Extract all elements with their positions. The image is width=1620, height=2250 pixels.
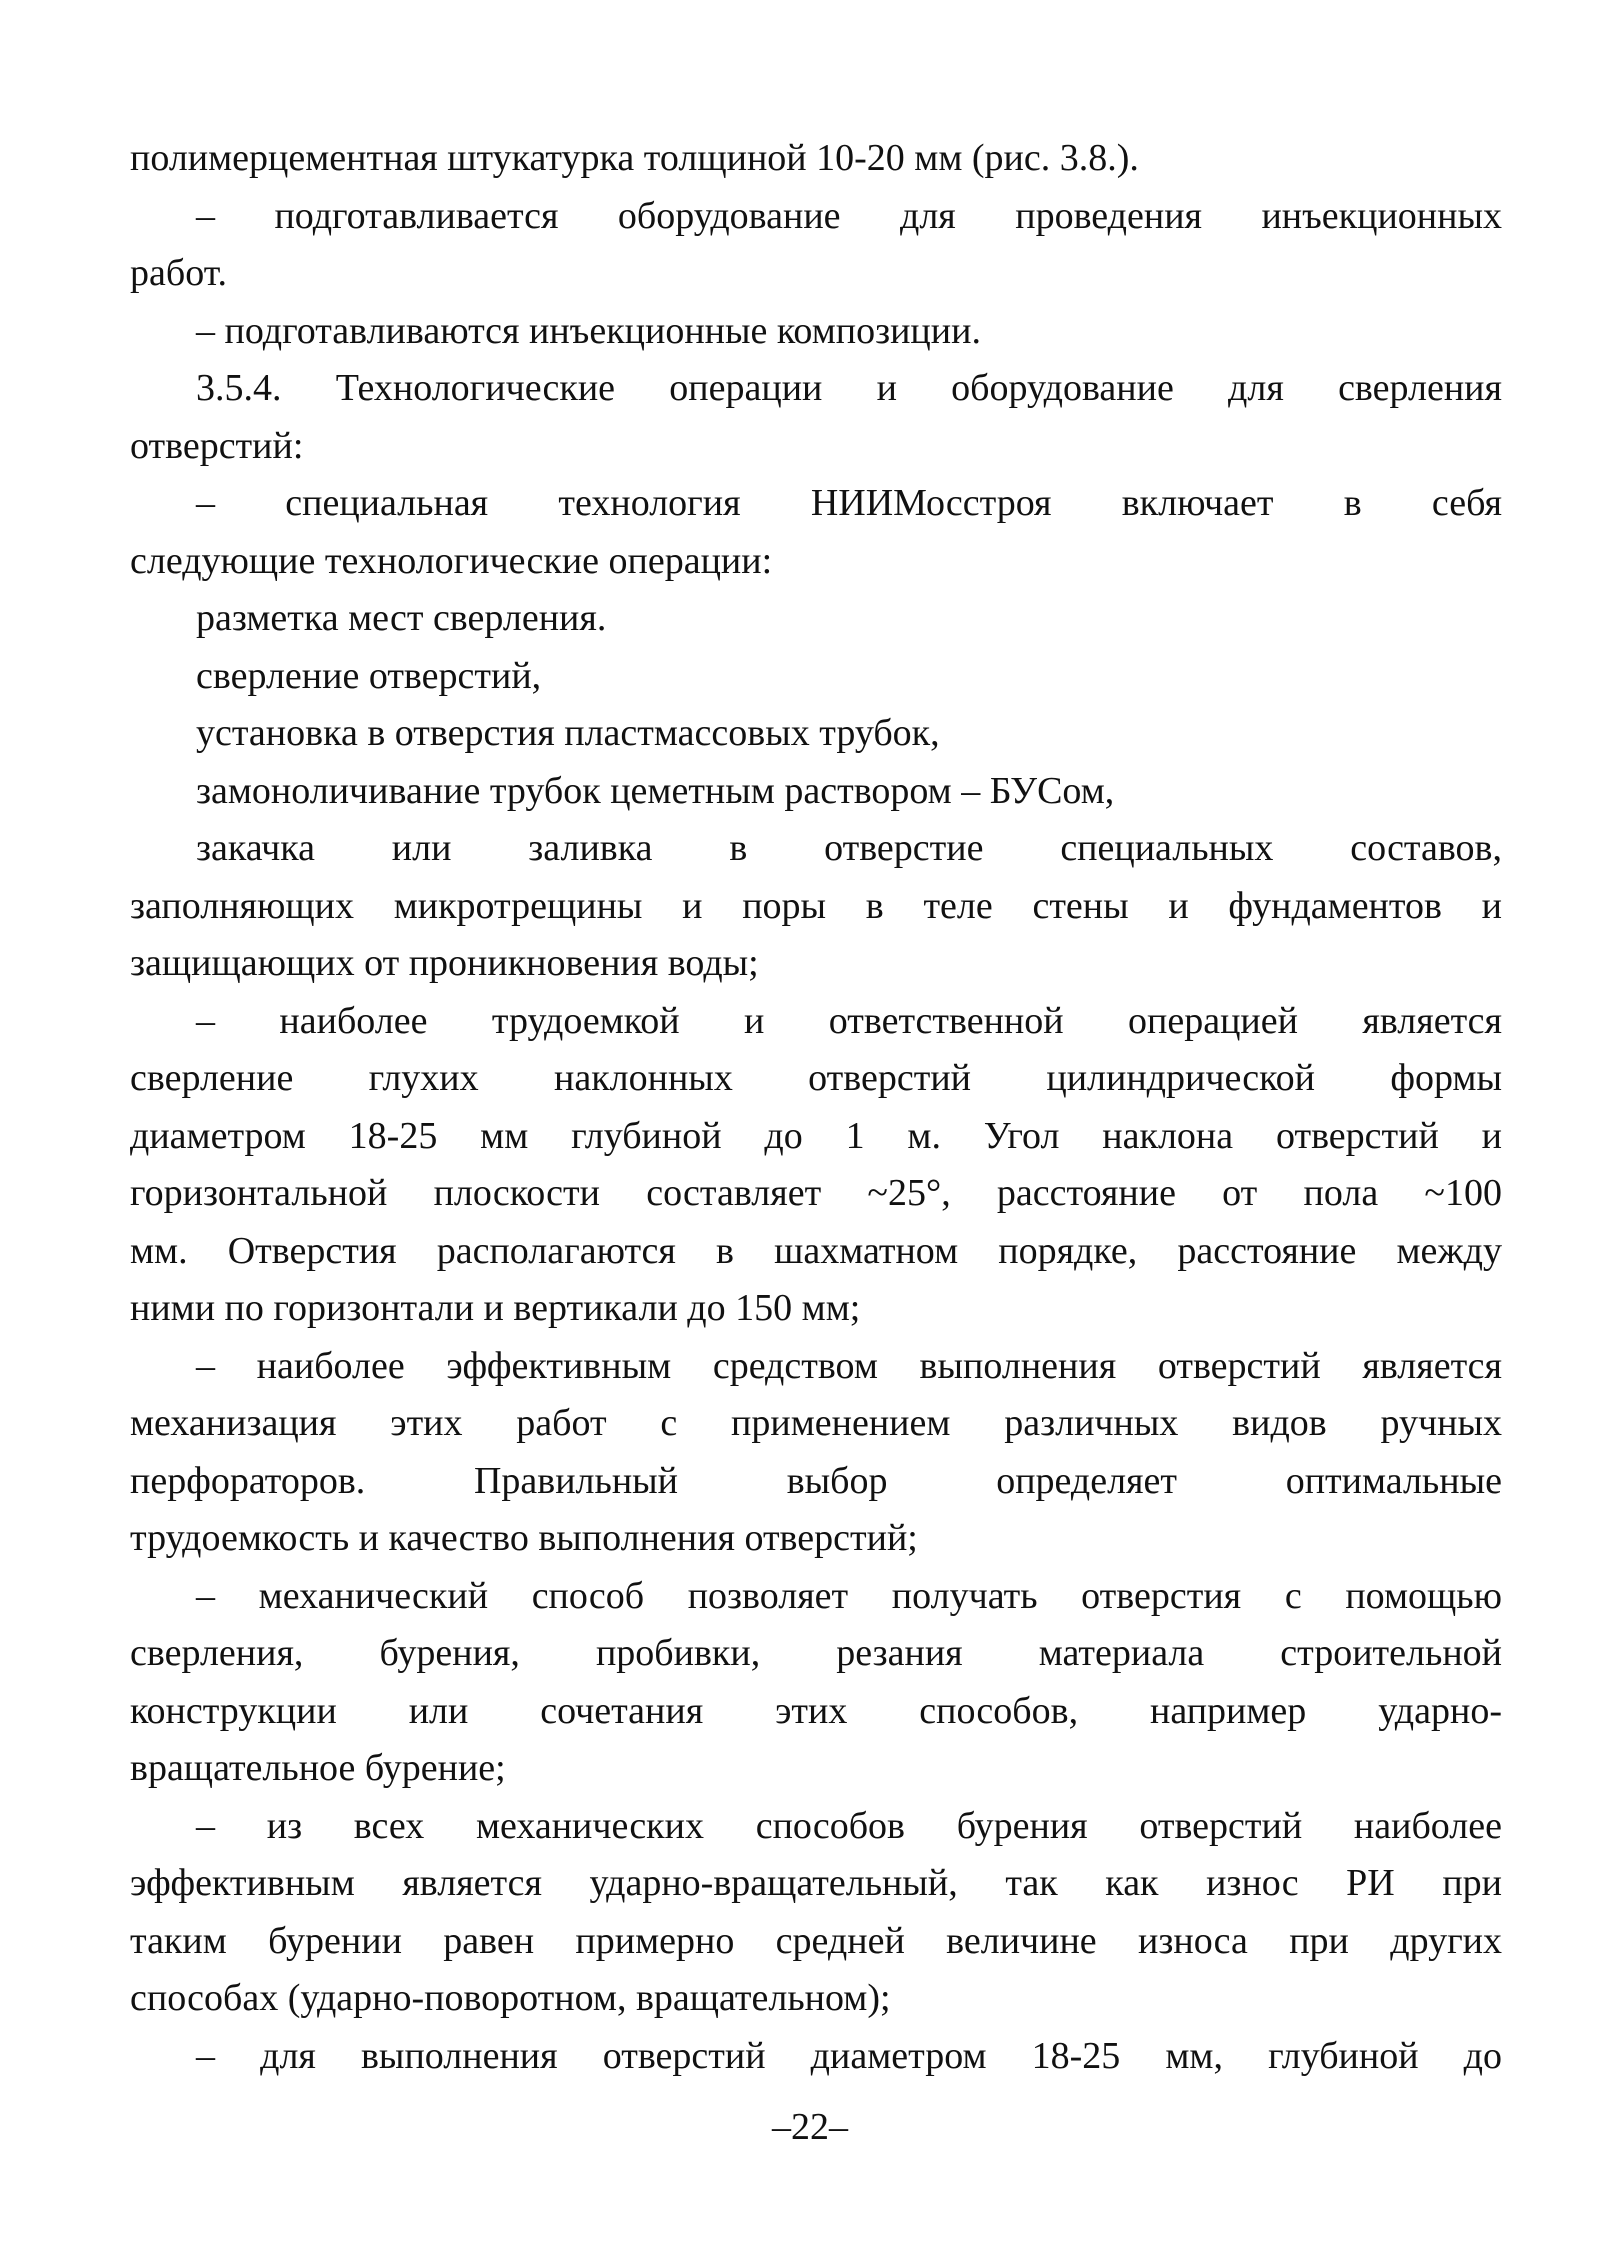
list-item: установка в отверстия пластмассовых трубок,	[196, 712, 940, 754]
text-line: мм. Отверстия располагаются в шахматном порядке, расстояние между	[130, 1229, 1502, 1272]
text-line: – подготавливается оборудование для проведения инъекционных	[196, 194, 1502, 237]
text-line: сверление глухих наклонных отверстий цилиндрической формы	[130, 1057, 1502, 1099]
text-line: способах (ударно-поворотном, вращательном);	[130, 1977, 891, 2019]
text-line: эффективным является ударно-вращательный, так как износ РИ при	[130, 1862, 1502, 1904]
text-line: – для выполнения отверстий диаметром 18-25 мм, глубиной до	[196, 2034, 1502, 2077]
text-line: – из всех механических способов бурения отверстий наиболее	[196, 1804, 1502, 1847]
text-line: сверления, бурения, пробивки, резания материала строительной	[130, 1632, 1502, 1674]
text-line: трудоемкость и качество выполнения отверстий;	[130, 1517, 918, 1559]
text-line: – подготавливаются инъекционные композиции.	[196, 309, 981, 352]
list-item: закачка или заливка в отверстие специальных составов,	[196, 827, 1502, 869]
page-number: –22–	[772, 2106, 848, 2148]
text-line: конструкции или сочетания этих способов, например ударно-	[130, 1689, 1502, 1732]
text-line: механизация этих работ с применением различных видов ручных	[130, 1402, 1502, 1444]
text-line: отверстий:	[130, 424, 304, 467]
list-item: сверление отверстий,	[196, 654, 542, 697]
text-line: следующие технологические операции:	[130, 539, 773, 582]
list-item: замоноличивание трубок цеметным раствором – БУСом,	[196, 769, 1115, 812]
text-line: диаметром 18-25 мм глубиной до 1 м. Угол наклона отверстий и	[130, 1114, 1502, 1157]
text-line: вращательное бурение;	[130, 1747, 506, 1789]
text-line: – механический способ позволяет получать отверстия с помощью	[196, 1574, 1502, 1617]
text-line: горизонтальной плоскости составляет ~25°, расстояние от пола ~100	[130, 1172, 1502, 1214]
text-line: – наиболее трудоемкой и ответственной операцией является	[196, 999, 1502, 1042]
text-line: ними по горизонтали и вертикали до 150 мм;	[130, 1287, 861, 1329]
text-line: полимерцементная штукатурка толщиной 10-20 мм (рис. 3.8.).	[130, 137, 1139, 179]
section-heading-line: 3.5.4. Технологические операции и оборудование для сверления	[196, 367, 1502, 409]
text-line: работ.	[130, 252, 227, 294]
text-line: заполняющих микротрещины и поры в теле стены и фундаментов и	[130, 884, 1502, 927]
text-line: – специальная технология НИИМосстроя включает в себя	[196, 482, 1502, 524]
text-line: перфораторов. Правильный выбор определяет оптимальные	[130, 1459, 1502, 1502]
text-line: – наиболее эффективным средством выполнения отверстий является	[196, 1344, 1502, 1387]
list-item: разметка мест сверления.	[196, 597, 607, 639]
text-line: таким бурении равен примерно средней величине износа при других	[130, 1919, 1502, 1962]
document-page	[130, 130, 1502, 2180]
text-line: защищающих от проникновения воды;	[130, 942, 759, 984]
